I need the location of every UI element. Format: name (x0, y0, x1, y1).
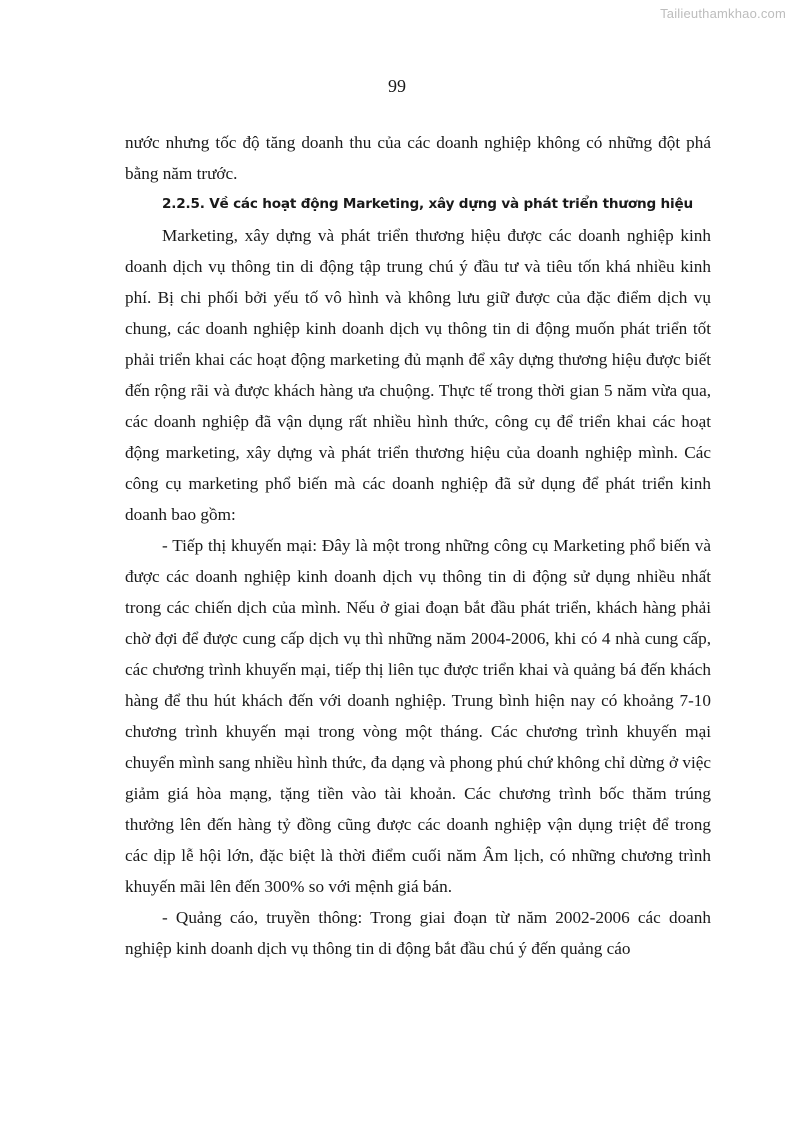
paragraph-continuation: nước nhưng tốc độ tăng doanh thu của các doanh nghiệp không có những đột phá bằng năm trước. (125, 133, 711, 183)
page-number: 99 (388, 76, 406, 96)
document-body (125, 127, 711, 964)
watermark-text: Tailieuthamkhao.com (660, 6, 786, 21)
section-heading: 2.2.5. Về các hoạt động Marketing, xây dựng và phát triển thương hiệu (162, 196, 693, 212)
paragraph-promotion: - Tiếp thị khuyến mại: Đây là một trong những công cụ Marketing phổ biến và được các doanh nghiệp kinh doanh dịch vụ thông tin di động sử dụng nhiều nhất trong các chiến dịch của mình. Nếu ở giai đoạn bắt đầu phát triển, khách hàng phải chờ đợi để được cung cấp dịch vụ thì những năm 2004-2006, khi có 4 nhà cung cấp, các chương trình khuyến mại, tiếp thị liên tục được triển khai và quảng bá đến khách hàng để thu hút khách đến với doanh nghiệp. Trung bình hiện nay có khoảng 7-10 chương trình khuyến mại trong vòng một tháng. Các chương trình khuyến mại chuyển mình sang nhiều hình thức, đa dạng và phong phú chứ không chỉ dừng ở việc giảm giá hòa mạng, tặng tiền vào tài khoản. Các chương trình bốc thăm trúng thưởng lên đến hàng tỷ đồng cũng được các doanh nghiệp vận dụng triệt để trong các dịp lễ hội lớn, đặc biệt là thời điểm cuối năm Âm lịch, có những chương trình khuyến mãi lên đến 300% so với mệnh giá bán. (125, 536, 711, 896)
paragraph-marketing-intro: Marketing, xây dựng và phát triển thương hiệu được các doanh nghiệp kinh doanh dịch vụ thông tin di động tập trung chú ý đầu tư và tiêu tốn khá nhiều kinh phí. Bị chi phối bởi yếu tố vô hình và không lưu giữ được của đặc điểm dịch vụ chung, các doanh nghiệp kinh doanh dịch vụ thông tin di động muốn phát triển tốt phải triển khai các hoạt động marketing đủ mạnh để xây dựng thương hiệu được biết đến rộng rãi và được khách hàng ưa chuộng. Thực tế trong thời gian 5 năm vừa qua, các doanh nghiệp đã vận dụng rất nhiều hình thức, công cụ để triển khai các hoạt động marketing, xây dựng và phát triển thương hiệu của doanh nghiệp mình. Các công cụ marketing phổ biến mà các doanh nghiệp đã sử dụng để phát triển kinh doanh bao gồm: (125, 226, 711, 524)
paragraph-advertising: - Quảng cáo, truyền thông: Trong giai đoạn từ năm 2002-2006 các doanh nghiệp kinh doanh dịch vụ thông tin di động bắt đầu chú ý đến quảng cáo (125, 908, 711, 958)
